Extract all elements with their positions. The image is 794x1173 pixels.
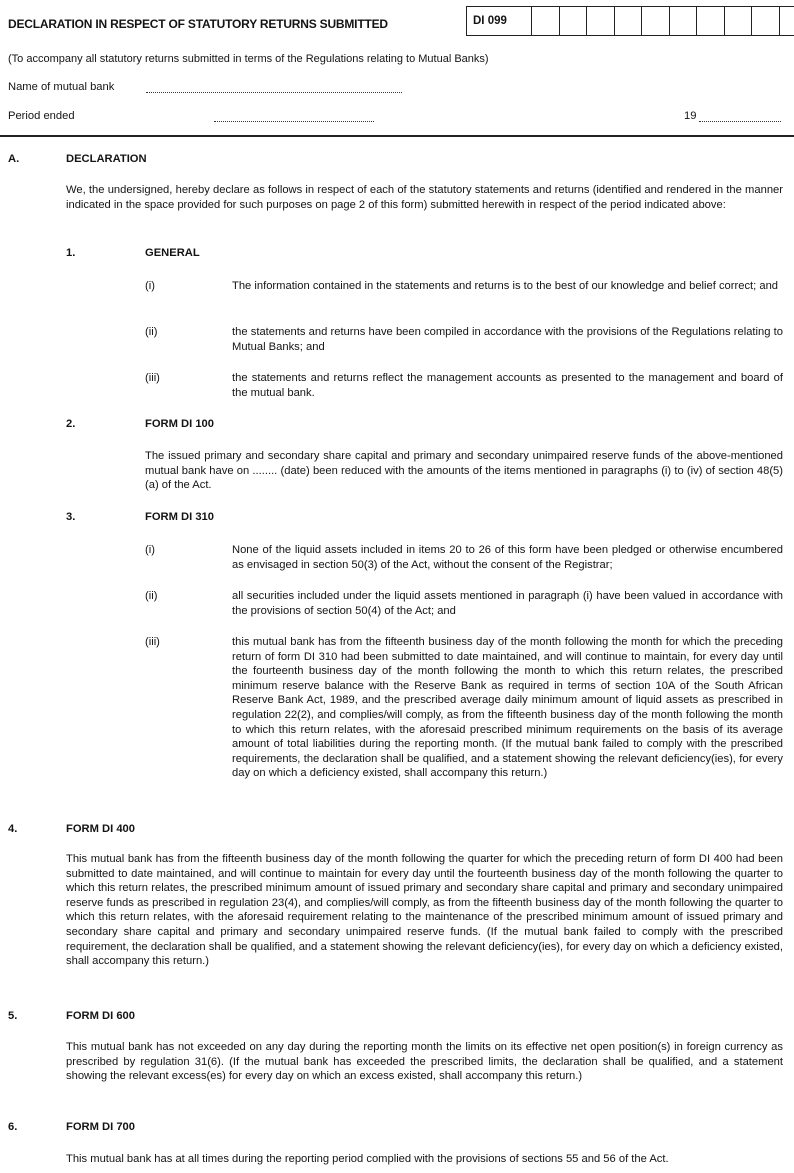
item-5-heading: FORM DI 600 <box>66 1010 136 1022</box>
header-divider <box>0 135 794 137</box>
code-cell[interactable] <box>751 7 779 35</box>
code-cell[interactable] <box>724 7 752 35</box>
code-cell[interactable] <box>614 7 642 35</box>
code-cell[interactable] <box>586 7 614 35</box>
item-2-heading: FORM DI 100 <box>145 418 215 430</box>
clause-label: (i) <box>145 544 155 556</box>
code-cell[interactable] <box>779 7 794 35</box>
period-ended-field[interactable] <box>214 121 374 122</box>
clause-label: (ii) <box>145 326 158 338</box>
year-prefix: 19 <box>684 110 697 122</box>
clause-text: The information contained in the statements and returns is to the best of our knowledge and belief correct; and <box>232 280 779 292</box>
period-ended-label: Period ended <box>8 110 75 122</box>
form-code-box <box>466 6 794 36</box>
section-a-letter: A. <box>8 153 20 165</box>
item-4-number: 4. <box>8 823 18 835</box>
clause-label: (ii) <box>145 590 158 602</box>
form-title: DECLARATION IN RESPECT OF STATUTORY RETURNS SUBMITTED <box>8 17 388 31</box>
form-subtitle: (To accompany all statutory returns submitted in terms of the Regulations relating to Mutual Banks) <box>8 53 489 65</box>
mutual-bank-name-field[interactable] <box>146 92 402 93</box>
clause-label: (i) <box>145 280 155 292</box>
declaration-intro: We, the undersigned, hereby declare as follows in respect of each of the statutory statements and returns (identified and rendered in the manner indicated in the space provided for such purposes on page 2 of this form) submitted herewith in respect of the period indicated above: <box>66 184 783 211</box>
item-1-number: 1. <box>66 247 76 259</box>
code-cell[interactable] <box>669 7 697 35</box>
item-1-heading: GENERAL <box>145 247 200 259</box>
code-cell[interactable] <box>531 7 559 35</box>
code-cell[interactable] <box>696 7 724 35</box>
mutual-bank-name-label: Name of mutual bank <box>8 81 115 93</box>
item-2-number: 2. <box>66 418 76 430</box>
clause-text: the statements and returns reflect the management accounts as presented to the management and board of the mutual bank. <box>232 372 783 399</box>
clause-text: the statements and returns have been compiled in accordance with the provisions of the Regulations relating to Mutual Banks; and <box>232 326 783 353</box>
clause-label: (iii) <box>145 636 160 648</box>
item-3-heading: FORM DI 310 <box>145 511 215 523</box>
item-2-text: The issued primary and secondary share capital and primary and secondary unimpaired reserve funds of the above-mentioned mutual bank have on ........ (date) been reduced with the amounts of the items mentioned in paragraphs (i) to (iv) of section 48(5)(a) of the Act. <box>145 450 783 492</box>
item-5-number: 5. <box>8 1010 18 1022</box>
section-a-heading: DECLARATION <box>66 153 147 165</box>
item-6-number: 6. <box>8 1121 18 1133</box>
item-6-text: This mutual bank has at all times during the reporting period complied with the provisions of sections 55 and 56 of the Act. <box>66 1153 669 1165</box>
item-4-text: This mutual bank has from the fifteenth business day of the month following the quarter for which the preceding return of form DI 400 had been submitted to date maintained, and will continue to maintain for every day until the fourteenth business day of the month following the quarter to which this return relates, the prescribed minimum amount of issued primary and secondary share capital and primary and secondary unimpaired reserve funds as prescribed in regulation 23(4), and complies/will comply, as from the fifteenth business day of the month following the quarter to which this return relates, with the aforesaid requirement relating to the maintenance of the prescribed minimum amount of issued primary and secondary share capital and primary and secondary unimpaired reserve funds. (If the mutual bank failed to comply with the prescribed requirement, the declaration shall be qualified, and a statement showing the relevant deficiency(ies), for every day on which a deficiency existed, shall accompany this return.) <box>66 853 783 968</box>
year-field[interactable] <box>699 121 781 122</box>
code-cell[interactable] <box>641 7 669 35</box>
item-3-number: 3. <box>66 511 76 523</box>
clause-text: None of the liquid assets included in items 20 to 26 of this form have been pledged or otherwise encumbered as envisaged in section 50(3) of the Act, without the consent of the Registrar; <box>232 544 783 571</box>
form-code: DI 099 <box>473 15 507 27</box>
code-cell[interactable] <box>559 7 587 35</box>
clause-text: all securities included under the liquid assets mentioned in paragraph (i) have been valued in accordance with the provisions of section 50(4) of the Act; and <box>232 590 783 617</box>
clause-label: (iii) <box>145 372 160 384</box>
clause-text: this mutual bank has from the fifteenth business day of the month following the month for which the preceding return of form DI 310 had been submitted to date maintained, and will continue to maintain, for every day until the fourteenth business day of the month following the month to which this return relates, the prescribed minimum reserve balance with the Reserve Bank as required in terms of section 10A of the South African Reserve Bank Act, 1989, and the prescribed average daily minimum amount of liquid assets as prescribed in regulation 22(2), and complies/will comply, as from the fifteenth business day of the month following the month to which this return relates, with the aforesaid prescribed minimum requirements on the basis of its average amount of total liabilities during the reporting month. (If the mutual bank failed to comply with the prescribed requirements, the declaration shall be qualified, and a statement showing the relevant deficiency(ies), for every day on which a deficiency existed, shall accompany this return.) <box>232 636 783 780</box>
item-4-heading: FORM DI 400 <box>66 823 136 835</box>
item-6-heading: FORM DI 700 <box>66 1121 136 1133</box>
item-5-text: This mutual bank has not exceeded on any day during the reporting month the limits on its effective net open position(s) in foreign currency as prescribed by regulation 31(6). (If the mutual bank has exceeded the prescribed limits, the declaration shall be qualified, and a statement showing the relevant excess(es) for every day on which an excess existed, shall accompany this return.) <box>66 1041 783 1083</box>
